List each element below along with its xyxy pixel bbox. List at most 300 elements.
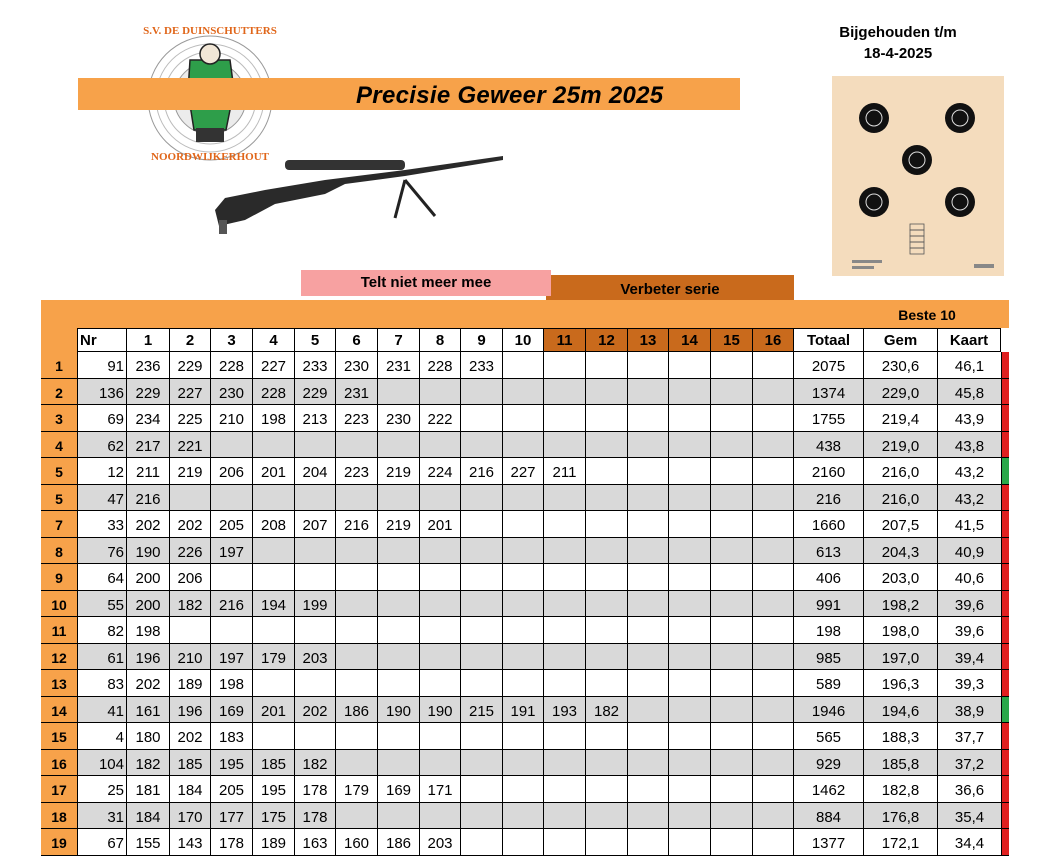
col-header-14: 14 xyxy=(668,328,710,352)
score-cell xyxy=(627,511,668,538)
score-cell: 169 xyxy=(377,776,419,803)
score-cell xyxy=(585,829,627,856)
score-cell xyxy=(668,379,710,406)
table-row xyxy=(41,564,1009,591)
score-cell xyxy=(502,776,543,803)
table-row xyxy=(41,485,1009,512)
score-cell: 185 xyxy=(169,750,210,777)
summary-cell: 188,3 xyxy=(863,723,937,750)
score-cell: 233 xyxy=(460,352,502,379)
summary-cell: 207,5 xyxy=(863,511,937,538)
summary-cell: 230,6 xyxy=(863,352,937,379)
summary-cell: 1377 xyxy=(793,829,863,856)
score-cell: 216 xyxy=(335,511,377,538)
score-cell xyxy=(710,803,752,830)
table-row xyxy=(41,776,1009,803)
shooter-number-cell: 83 xyxy=(77,670,126,697)
shooter-number-cell: 136 xyxy=(77,379,126,406)
score-cell xyxy=(377,750,419,777)
col-header-kaart: Kaart xyxy=(937,328,1001,352)
col-header-15: 15 xyxy=(710,328,752,352)
score-cell: 155 xyxy=(126,829,169,856)
score-cell xyxy=(335,723,377,750)
score-cell xyxy=(419,538,460,565)
score-cell: 221 xyxy=(169,432,210,459)
score-cell xyxy=(335,485,377,512)
shooter-number-cell: 67 xyxy=(77,829,126,856)
score-cell xyxy=(752,776,793,803)
score-cell xyxy=(419,564,460,591)
col-header-10: 10 xyxy=(502,328,543,352)
kept-until xyxy=(818,22,978,64)
status-flag xyxy=(1001,670,1009,697)
score-cell xyxy=(627,379,668,406)
score-cell xyxy=(710,829,752,856)
score-cell xyxy=(543,617,585,644)
score-cell xyxy=(419,485,460,512)
summary-cell: 172,1 xyxy=(863,829,937,856)
score-cell xyxy=(627,803,668,830)
score-cell: 184 xyxy=(169,776,210,803)
summary-cell: 1755 xyxy=(793,405,863,432)
score-cell: 163 xyxy=(294,829,335,856)
score-cell: 161 xyxy=(126,697,169,724)
score-cell: 195 xyxy=(210,750,252,777)
summary-cell: 1462 xyxy=(793,776,863,803)
status-flag xyxy=(1001,644,1009,671)
score-cell xyxy=(585,723,627,750)
score-cell xyxy=(668,750,710,777)
score-cell xyxy=(543,432,585,459)
rank-cell: 17 xyxy=(41,776,77,803)
summary-cell: 884 xyxy=(793,803,863,830)
score-cell xyxy=(752,723,793,750)
score-cell: 219 xyxy=(377,458,419,485)
score-cell xyxy=(627,697,668,724)
score-cell xyxy=(668,432,710,459)
score-cell xyxy=(585,776,627,803)
summary-cell: 176,8 xyxy=(863,803,937,830)
score-cell xyxy=(668,803,710,830)
score-cell xyxy=(543,644,585,671)
score-cell xyxy=(543,511,585,538)
summary-cell: 36,6 xyxy=(937,776,1001,803)
score-cell xyxy=(377,644,419,671)
score-cell xyxy=(752,511,793,538)
summary-cell: 194,6 xyxy=(863,697,937,724)
summary-cell: 46,1 xyxy=(937,352,1001,379)
score-cell: 210 xyxy=(210,405,252,432)
col-header-gem: Gem xyxy=(863,328,937,352)
score-cell: 182 xyxy=(294,750,335,777)
score-cell xyxy=(710,405,752,432)
summary-cell: 38,9 xyxy=(937,697,1001,724)
score-cell xyxy=(460,776,502,803)
score-cell xyxy=(668,776,710,803)
summary-cell: 43,2 xyxy=(937,458,1001,485)
score-cell xyxy=(543,750,585,777)
score-cell xyxy=(335,803,377,830)
score-cell xyxy=(252,564,294,591)
score-cell xyxy=(502,617,543,644)
score-cell: 228 xyxy=(419,352,460,379)
score-cell: 160 xyxy=(335,829,377,856)
score-cell: 222 xyxy=(419,405,460,432)
rank-cell: 12 xyxy=(41,644,77,671)
summary-cell: 991 xyxy=(793,591,863,618)
legend-no-longer-counts: Telt niet meer mee xyxy=(301,270,551,296)
table-body xyxy=(41,352,1009,856)
shooter-number-cell: 69 xyxy=(77,405,126,432)
summary-cell: 198 xyxy=(793,617,863,644)
shooter-number-cell: 4 xyxy=(77,723,126,750)
table-top-band xyxy=(41,300,1009,328)
score-cell: 229 xyxy=(126,379,169,406)
score-cell: 170 xyxy=(169,803,210,830)
status-flag xyxy=(1001,776,1009,803)
score-cell xyxy=(627,485,668,512)
score-cell xyxy=(585,617,627,644)
summary-cell: 589 xyxy=(793,670,863,697)
score-cell xyxy=(335,750,377,777)
score-cell xyxy=(585,670,627,697)
score-cell xyxy=(585,432,627,459)
rifle-icon xyxy=(205,150,505,240)
col-header-11: 11 xyxy=(543,328,585,352)
score-cell xyxy=(752,564,793,591)
status-flag xyxy=(1001,591,1009,618)
score-cell xyxy=(710,458,752,485)
col-header-3: 3 xyxy=(210,328,252,352)
score-cell: 207 xyxy=(294,511,335,538)
table-row xyxy=(41,458,1009,485)
score-cell xyxy=(335,432,377,459)
table-row xyxy=(41,538,1009,565)
col-header-1: 1 xyxy=(126,328,169,352)
score-cell xyxy=(710,644,752,671)
score-cell xyxy=(335,591,377,618)
score-cell: 195 xyxy=(252,776,294,803)
svg-text:S.V. DE DUINSCHUTTERS: S.V. DE DUINSCHUTTERS xyxy=(143,25,277,37)
rank-cell: 5 xyxy=(41,485,77,512)
score-cell xyxy=(668,644,710,671)
score-cell xyxy=(419,591,460,618)
shooter-number-cell: 12 xyxy=(77,458,126,485)
summary-cell: 438 xyxy=(793,432,863,459)
rank-cell: 19 xyxy=(41,829,77,856)
rank-cell: 11 xyxy=(41,617,77,644)
score-cell xyxy=(169,617,210,644)
score-cell xyxy=(710,697,752,724)
summary-cell: 198,2 xyxy=(863,591,937,618)
summary-cell: 39,6 xyxy=(937,617,1001,644)
score-cell xyxy=(668,723,710,750)
score-cell xyxy=(752,644,793,671)
score-cell xyxy=(294,617,335,644)
score-cell xyxy=(752,617,793,644)
score-cell xyxy=(460,803,502,830)
score-cell xyxy=(585,458,627,485)
score-cell: 229 xyxy=(169,352,210,379)
score-cell xyxy=(710,564,752,591)
score-cell xyxy=(543,776,585,803)
score-cell: 213 xyxy=(294,405,335,432)
score-cell: 202 xyxy=(126,511,169,538)
score-cell xyxy=(335,538,377,565)
score-cell: 178 xyxy=(294,776,335,803)
score-cell xyxy=(502,485,543,512)
status-flag xyxy=(1001,697,1009,724)
score-cell: 190 xyxy=(377,697,419,724)
score-cell xyxy=(710,352,752,379)
score-cell xyxy=(627,564,668,591)
score-cell: 189 xyxy=(252,829,294,856)
score-cell xyxy=(377,379,419,406)
score-cell xyxy=(710,432,752,459)
score-cell: 197 xyxy=(210,538,252,565)
score-cell: 227 xyxy=(502,458,543,485)
score-cell: 201 xyxy=(419,511,460,538)
score-cell: 179 xyxy=(335,776,377,803)
score-cell xyxy=(377,723,419,750)
score-cell xyxy=(294,485,335,512)
score-cell xyxy=(543,670,585,697)
score-cell xyxy=(294,432,335,459)
score-cell xyxy=(419,750,460,777)
score-cell: 216 xyxy=(460,458,502,485)
score-cell: 210 xyxy=(169,644,210,671)
score-cell xyxy=(377,803,419,830)
score-cell: 202 xyxy=(294,697,335,724)
score-cell: 226 xyxy=(169,538,210,565)
score-cell xyxy=(627,776,668,803)
score-cell: 184 xyxy=(126,803,169,830)
score-cell xyxy=(210,564,252,591)
score-cell: 196 xyxy=(126,644,169,671)
score-cell: 233 xyxy=(294,352,335,379)
col-header-9: 9 xyxy=(460,328,502,352)
score-cell xyxy=(668,670,710,697)
results-table xyxy=(41,300,1009,852)
score-cell xyxy=(460,379,502,406)
rank-cell: 14 xyxy=(41,697,77,724)
score-cell: 196 xyxy=(169,697,210,724)
shooter-number-cell: 31 xyxy=(77,803,126,830)
score-cell: 143 xyxy=(169,829,210,856)
legend-improve-series: Verbeter serie xyxy=(546,275,794,301)
summary-cell: 35,4 xyxy=(937,803,1001,830)
score-cell xyxy=(543,564,585,591)
score-cell xyxy=(210,432,252,459)
score-cell: 205 xyxy=(210,511,252,538)
score-cell: 183 xyxy=(210,723,252,750)
summary-cell: 406 xyxy=(793,564,863,591)
score-cell xyxy=(627,538,668,565)
table-row xyxy=(41,405,1009,432)
score-cell xyxy=(460,591,502,618)
score-cell: 200 xyxy=(126,564,169,591)
col-header-16: 16 xyxy=(752,328,793,352)
status-flag xyxy=(1001,352,1009,379)
score-cell xyxy=(419,644,460,671)
summary-cell: 216 xyxy=(793,485,863,512)
score-cell: 191 xyxy=(502,697,543,724)
score-cell xyxy=(502,538,543,565)
score-cell xyxy=(460,829,502,856)
score-cell xyxy=(460,511,502,538)
rank-cell: 3 xyxy=(41,405,77,432)
col-header-5: 5 xyxy=(294,328,335,352)
summary-cell: 39,4 xyxy=(937,644,1001,671)
score-cell xyxy=(252,538,294,565)
table-row xyxy=(41,723,1009,750)
table-row xyxy=(41,829,1009,856)
score-cell xyxy=(543,803,585,830)
summary-cell: 985 xyxy=(793,644,863,671)
score-cell: 194 xyxy=(252,591,294,618)
score-cell: 206 xyxy=(210,458,252,485)
rank-cell: 16 xyxy=(41,750,77,777)
beste-10-label: Beste 10 xyxy=(898,307,956,323)
summary-cell: 219,0 xyxy=(863,432,937,459)
score-cell xyxy=(502,379,543,406)
score-cell: 175 xyxy=(252,803,294,830)
summary-cell: 37,2 xyxy=(937,750,1001,777)
shooter-number-cell: 41 xyxy=(77,697,126,724)
score-cell xyxy=(502,670,543,697)
score-cell xyxy=(585,750,627,777)
score-cell: 203 xyxy=(294,644,335,671)
score-cell: 208 xyxy=(252,511,294,538)
shooter-number-cell: 64 xyxy=(77,564,126,591)
score-cell xyxy=(627,591,668,618)
score-cell: 190 xyxy=(126,538,169,565)
summary-cell: 204,3 xyxy=(863,538,937,565)
score-cell xyxy=(752,379,793,406)
shooter-number-cell: 91 xyxy=(77,352,126,379)
score-cell: 223 xyxy=(335,405,377,432)
score-cell xyxy=(752,697,793,724)
score-cell xyxy=(627,405,668,432)
score-cell: 182 xyxy=(169,591,210,618)
score-cell: 215 xyxy=(460,697,502,724)
table-row xyxy=(41,511,1009,538)
rank-cell: 15 xyxy=(41,723,77,750)
table-row xyxy=(41,697,1009,724)
kept-label: Bijgehouden t/m xyxy=(839,24,957,41)
score-cell xyxy=(377,538,419,565)
score-cell: 186 xyxy=(377,829,419,856)
score-cell xyxy=(419,617,460,644)
summary-cell: 565 xyxy=(793,723,863,750)
score-cell xyxy=(627,829,668,856)
score-cell xyxy=(419,432,460,459)
score-cell xyxy=(377,432,419,459)
score-cell: 186 xyxy=(335,697,377,724)
score-cell xyxy=(377,485,419,512)
col-header-6: 6 xyxy=(335,328,377,352)
score-cell xyxy=(752,591,793,618)
score-cell xyxy=(252,670,294,697)
score-cell xyxy=(335,564,377,591)
summary-cell: 39,6 xyxy=(937,591,1001,618)
summary-cell: 219,4 xyxy=(863,405,937,432)
score-cell: 217 xyxy=(126,432,169,459)
col-header-13: 13 xyxy=(627,328,668,352)
status-flag xyxy=(1001,432,1009,459)
shooter-number-cell: 104 xyxy=(77,750,126,777)
col-header-2: 2 xyxy=(169,328,210,352)
score-cell: 224 xyxy=(419,458,460,485)
score-cell xyxy=(585,352,627,379)
summary-cell: 1946 xyxy=(793,697,863,724)
summary-cell: 43,8 xyxy=(937,432,1001,459)
score-cell xyxy=(377,670,419,697)
score-cell: 219 xyxy=(377,511,419,538)
score-cell xyxy=(502,352,543,379)
score-cell xyxy=(294,564,335,591)
score-cell: 231 xyxy=(377,352,419,379)
score-cell xyxy=(627,723,668,750)
score-cell xyxy=(627,750,668,777)
summary-cell: 198,0 xyxy=(863,617,937,644)
score-cell xyxy=(502,750,543,777)
score-cell xyxy=(502,644,543,671)
score-cell xyxy=(752,432,793,459)
score-cell: 219 xyxy=(169,458,210,485)
shooter-number-cell: 82 xyxy=(77,617,126,644)
score-cell xyxy=(710,750,752,777)
score-cell: 177 xyxy=(210,803,252,830)
score-cell: 179 xyxy=(252,644,294,671)
summary-cell: 43,2 xyxy=(937,485,1001,512)
score-cell xyxy=(585,379,627,406)
col-header-nr: Nr xyxy=(77,328,126,352)
score-cell xyxy=(252,617,294,644)
score-cell xyxy=(294,538,335,565)
table-row xyxy=(41,803,1009,830)
score-cell xyxy=(543,405,585,432)
summary-cell: 39,3 xyxy=(937,670,1001,697)
score-cell: 189 xyxy=(169,670,210,697)
status-flag xyxy=(1001,458,1009,485)
summary-cell: 34,4 xyxy=(937,829,1001,856)
summary-cell: 196,3 xyxy=(863,670,937,697)
score-cell xyxy=(710,379,752,406)
summary-cell: 45,8 xyxy=(937,379,1001,406)
score-cell xyxy=(585,803,627,830)
summary-cell: 40,6 xyxy=(937,564,1001,591)
score-cell xyxy=(752,485,793,512)
score-cell xyxy=(460,617,502,644)
score-cell xyxy=(460,485,502,512)
rank-cell: 10 xyxy=(41,591,77,618)
score-cell: 202 xyxy=(126,670,169,697)
target-card-icon xyxy=(832,76,1004,276)
score-cell xyxy=(502,591,543,618)
score-cell: 181 xyxy=(126,776,169,803)
score-cell: 200 xyxy=(126,591,169,618)
score-cell xyxy=(502,829,543,856)
shooter-number-cell: 33 xyxy=(77,511,126,538)
col-header-4: 4 xyxy=(252,328,294,352)
summary-cell: 40,9 xyxy=(937,538,1001,565)
score-cell: 205 xyxy=(210,776,252,803)
score-cell xyxy=(419,723,460,750)
score-cell xyxy=(627,458,668,485)
score-cell: 193 xyxy=(543,697,585,724)
score-cell xyxy=(668,458,710,485)
